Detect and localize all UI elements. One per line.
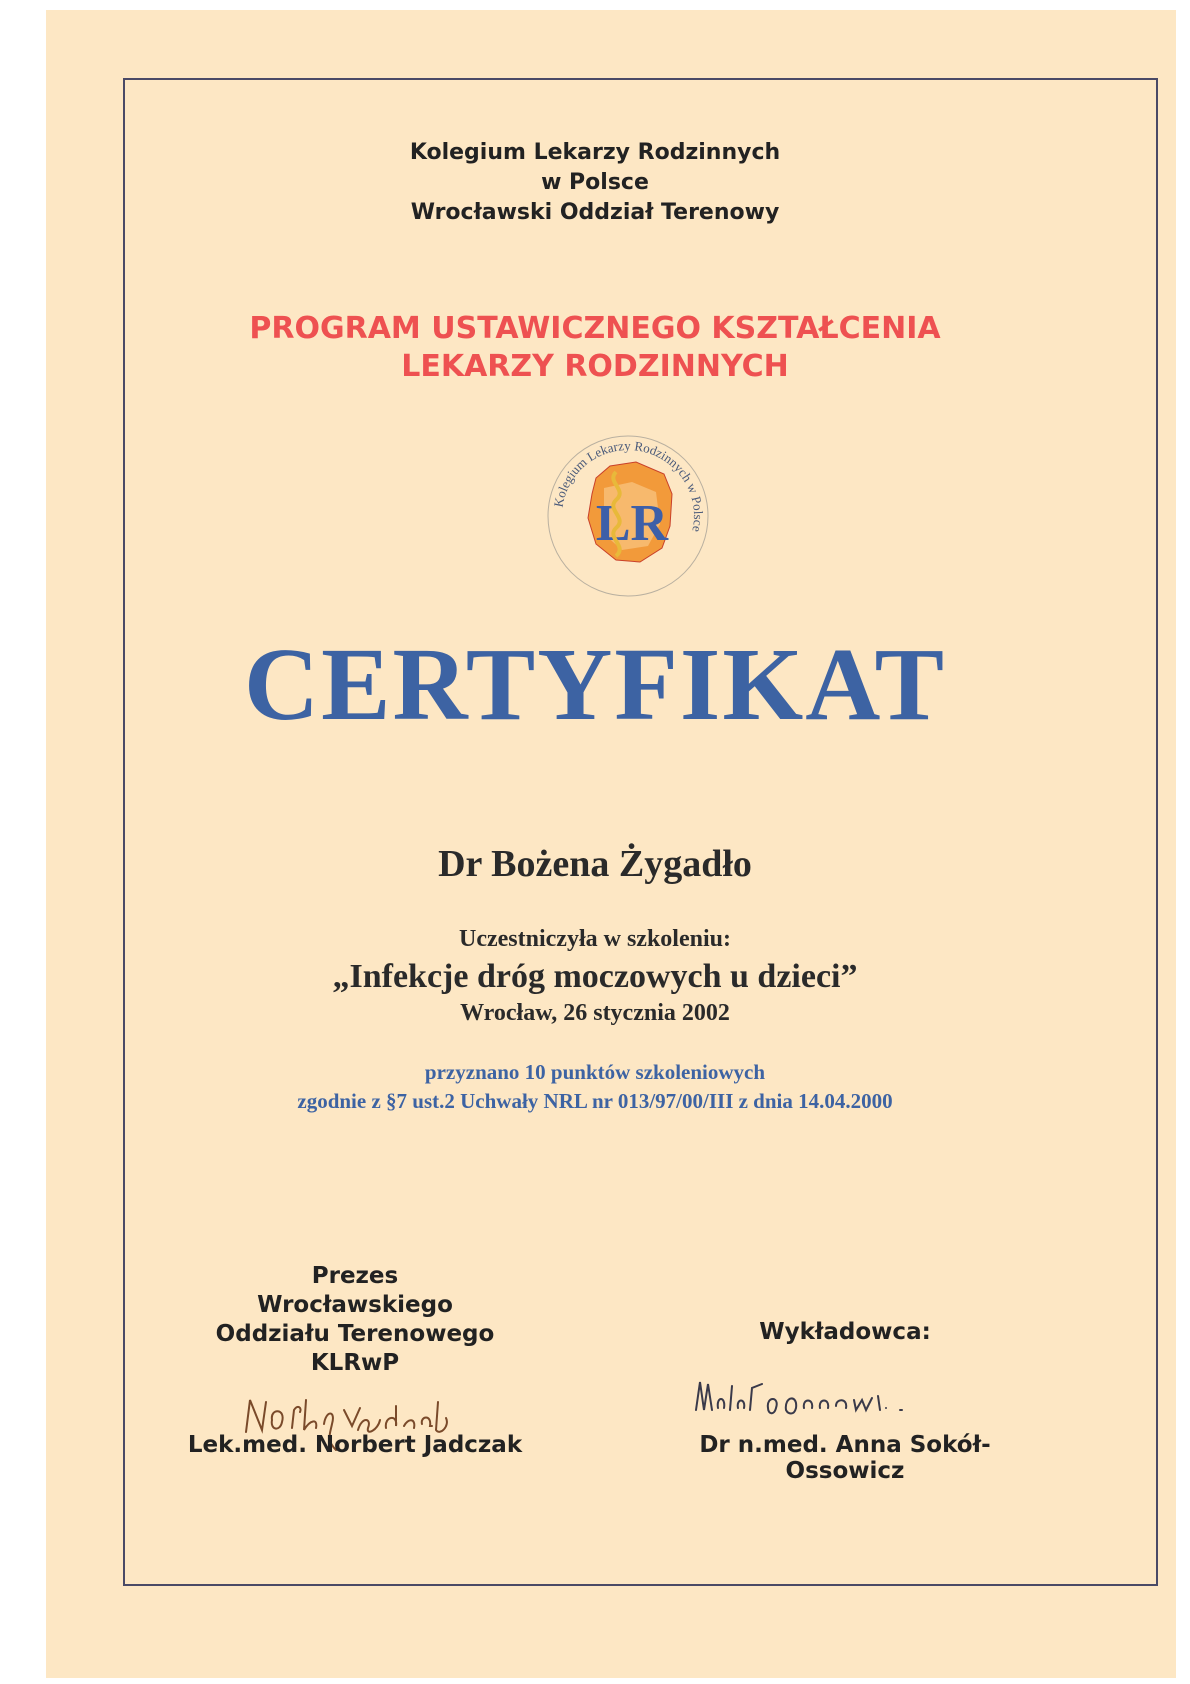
certificate-title: CERTYFIKAT: [243, 627, 947, 742]
right-signatory-role: Wykładowca:: [759, 1319, 931, 1345]
logo-ring-text: Kolegium Lekarzy Rodzinnych w Polsce: [550, 437, 707, 534]
organization-line: Wrocławski Oddział Terenowy: [410, 200, 780, 225]
right-signatory-name: Dr n.med. Anna Sokół-Ossowicz: [699, 1432, 991, 1484]
program-title: [0, 310, 1190, 386]
right-handwritten-signature: [690, 1370, 990, 1430]
recipient-name: Dr Bożena Żygadło: [438, 843, 752, 885]
program-line: PROGRAM USTAWICZNEGO KSZTAŁCENIA: [249, 311, 941, 346]
klr-logo: [544, 432, 712, 600]
role-line: Oddziału Terenowego: [215, 1321, 495, 1347]
participation-label: Uczestniczyła w szkoleniu:: [459, 926, 731, 952]
points-line: przyznano 10 punktów szkoleniowych: [424, 1060, 766, 1084]
organization-line: Kolegium Lekarzy Rodzinnych: [409, 140, 781, 165]
role-line: KLRwP: [310, 1350, 400, 1376]
organization-header: [0, 138, 1190, 228]
legal-basis-line: zgodnie z §7 ust.2 Uchwały NRL nr 013/97/00/III z dnia 14.04.2000: [297, 1089, 893, 1113]
program-line: LEKARZY RODZINNYCH: [401, 349, 789, 384]
place-date: Wrocław, 26 stycznia 2002: [460, 1000, 730, 1026]
role-line: Prezes: [311, 1263, 399, 1289]
left-signatory-name: Lek.med. Norbert Jadczak: [187, 1432, 523, 1458]
course-title: „Infekcje dróg moczowych u dzieci”: [332, 958, 858, 995]
left-signatory-role: [190, 1262, 520, 1378]
organization-line: w Polsce: [541, 170, 649, 195]
logo-monogram: LR: [595, 495, 669, 552]
role-line: Wrocławskiego: [257, 1292, 453, 1318]
points-info: [0, 1058, 1190, 1116]
